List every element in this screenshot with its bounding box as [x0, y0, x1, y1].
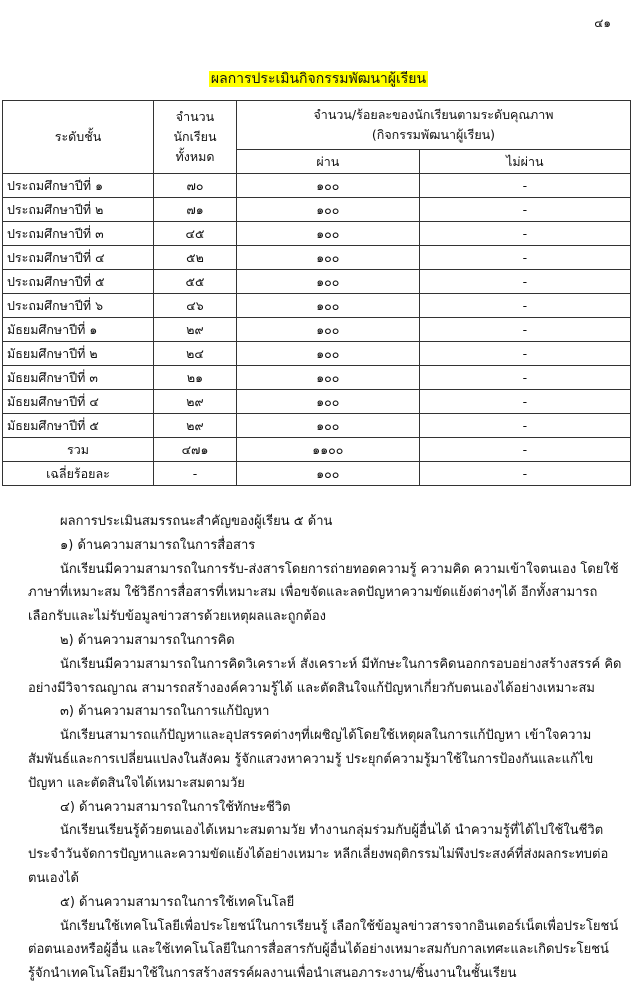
table-row [3, 366, 631, 390]
activity-assessment-table [2, 100, 631, 486]
table-title [0, 68, 637, 90]
total-cell: ๕๒ [154, 246, 237, 270]
table-row [3, 270, 631, 294]
table-row [3, 198, 631, 222]
level-cell: ประถมศึกษาปีที่ ๒ [3, 198, 154, 222]
total-cell: ๔๖ [154, 294, 237, 318]
table-row [3, 342, 631, 366]
table-row [3, 294, 631, 318]
fail-cell: - [419, 366, 630, 390]
table-title-text: ผลการประเมินกิจกรรมพัฒนาผู้เรียน [210, 71, 427, 87]
header-total-line-2: นักเรียน [173, 129, 217, 144]
competency-section [28, 510, 624, 986]
total-cell: ๔๕ [154, 222, 237, 246]
level-cell: ประถมศึกษาปีที่ ๔ [3, 246, 154, 270]
fail-cell: - [419, 318, 630, 342]
competency-title: ๒) ด้านความสามารถในการคิด [60, 632, 235, 648]
table-row [3, 390, 631, 414]
pass-cell: ๑๐๐ [237, 174, 420, 198]
competency-heading: ผลการประเมินสมรรถนะสำคัญของผู้เรียน ๕ ด้าน [60, 514, 333, 529]
level-cell: ประถมศึกษาปีที่ ๓ [3, 222, 154, 246]
pass-cell: ๑๐๐ [237, 198, 420, 222]
competency-paragraph: นักเรียนสามารถแก้ปัญหาและอุปสรรคต่างๆที่เผชิญได้โดยใช้เหตุผลในการแก้ปัญหา เข้าใจความสัมพันธ์และการเปลี่ยนแปลงในสังคม รู้จักแสวงหาความรู้ ประยุกต์ความรู้มาใช้ในการป้องกันและแก้ไขปัญหา และตัดสินใจได้เหมาะสมตามวัย [28, 728, 594, 791]
competency-paragraph: นักเรียนเรียนรู้ด้วยตนเองได้เหมาะสมตามวัย ทำงานกลุ่มร่วมกับผู้อื่นได้ นำความรู้ที่ได้ไปใช้ในชีวิตประจำวันจัดการปัญหาและความขัดแย้งได้อย่างเหมาะ หลีกเลี่ยงพฤติกรรมไม่พึงประสงค์ที่ส่งผลกระทบต่อตนเองได้ [28, 823, 609, 886]
header-group-line-1: จำนวน/ร้อยละของนักเรียนตามระดับคุณภาพ [313, 107, 554, 122]
competency-paragraph: นักเรียนมีความสามารถในการคิดวิเคราะห์ สังเคราะห์ มีทักษะในการคิดนอกกรอบอย่างสร้างสรรค์ คิดอย่างมีวิจารณญาณ สามารถสร้างองค์ความรู้ได้ และตัดสินใจแก้ปัญหาเกี่ยวกับตนเองได้อย่างเหมาะสม [28, 656, 622, 696]
level-cell: มัธยมศึกษาปีที่ ๑ [3, 318, 154, 342]
table-row [3, 438, 631, 462]
total-cell: ๕๕ [154, 270, 237, 294]
table-body [3, 174, 631, 486]
header-quality-group [237, 101, 631, 150]
pass-cell: ๑๑๐๐ [237, 438, 420, 462]
total-cell: ๗๑ [154, 198, 237, 222]
header-fail: ไม่ผ่าน [419, 150, 630, 174]
total-cell: - [154, 462, 237, 486]
fail-cell: - [419, 294, 630, 318]
header-group-line-2: (กิจกรรมพัฒนาผู้เรียน) [371, 127, 496, 142]
fail-cell: - [419, 222, 630, 246]
table-row [3, 174, 631, 198]
pass-cell: ๑๐๐ [237, 246, 420, 270]
table-row [3, 246, 631, 270]
fail-cell: - [419, 198, 630, 222]
fail-cell: - [419, 414, 630, 438]
total-cell: ๒๙ [154, 390, 237, 414]
level-cell: มัธยมศึกษาปีที่ ๕ [3, 414, 154, 438]
competency-title: ๑) ด้านความสามารถในการสื่อสาร [60, 537, 256, 553]
pass-cell: ๑๐๐ [237, 342, 420, 366]
level-cell: ประถมศึกษาปีที่ ๖ [3, 294, 154, 318]
table-row [3, 318, 631, 342]
pass-cell: ๑๐๐ [237, 414, 420, 438]
competency-title: ๔) ด้านความสามารถในการใช้ทักษะชีวิต [60, 799, 291, 815]
pass-cell: ๑๐๐ [237, 270, 420, 294]
fail-cell: - [419, 342, 630, 366]
competency-title: ๓) ด้านความสามารถในการแก้ปัญหา [60, 704, 270, 720]
level-cell: มัธยมศึกษาปีที่ ๒ [3, 342, 154, 366]
level-cell: มัธยมศึกษาปีที่ ๓ [3, 366, 154, 390]
table-row [3, 222, 631, 246]
level-cell: ประถมศึกษาปีที่ ๕ [3, 270, 154, 294]
table-row [3, 462, 631, 486]
fail-cell: - [419, 390, 630, 414]
total-cell: ๒๔ [154, 342, 237, 366]
fail-cell: - [419, 462, 630, 486]
pass-cell: ๑๐๐ [237, 390, 420, 414]
competency-paragraph: นักเรียนมีความสามารถในการรับ-ส่งสารโดยการถ่ายทอดความรู้ ความคิด ความเข้าใจตนเอง โดยใช้ภาษาที่เหมาะสม ใช้วิธีการสื่อสารที่เหมาะสม เพื่อขจัดและลดปัญหาความขัดแย้งต่างๆได้ อีกทั้งสามารถเลือกรับและไม่รับข้อมูลข่าวสารด้วยเหตุผลและถูกต้อง [28, 561, 619, 625]
pass-cell: ๑๐๐ [237, 318, 420, 342]
pass-cell: ๑๐๐ [237, 462, 420, 486]
competency-list [28, 534, 624, 986]
header-total-students [154, 101, 237, 174]
header-total-line-1: จำนวน [175, 109, 215, 124]
total-cell: ๒๙ [154, 318, 237, 342]
total-cell: ๒๙ [154, 414, 237, 438]
fail-cell: - [419, 174, 630, 198]
header-pass: ผ่าน [237, 150, 420, 174]
header-level: ระดับชั้น [3, 101, 154, 174]
level-cell: เฉลี่ยร้อยละ [3, 462, 154, 486]
level-cell: ประถมศึกษาปีที่ ๑ [3, 174, 154, 198]
total-cell: ๗๐ [154, 174, 237, 198]
total-cell: ๒๑ [154, 366, 237, 390]
competency-paragraph: นักเรียนใช้เทคโนโลยีเพื่อประโยชน์ในการเรียนรู้ เลือกใช้ข้อมูลข่าวสารจากอินเตอร์เน็ตเพื่อประโยชน์ต่อตนเองหรือผู้อื่น และใช้เทคโนโลยีในการสื่อสารกับผู้อื่นได้อย่างเหมาะสมกับกาลเทศะและเกิดประโยชน์ รู้จักนำเทคโนโลยีมาใช้ในการสร้างสรรค์ผลงานเพื่อนำเสนอภาระงาน/ชิ้นงานในชั้นเรียน [28, 918, 619, 982]
fail-cell: - [419, 438, 630, 462]
header-total-line-3: ทั้งหมด [175, 149, 215, 164]
fail-cell: - [419, 270, 630, 294]
pass-cell: ๑๐๐ [237, 366, 420, 390]
level-cell: มัธยมศึกษาปีที่ ๔ [3, 390, 154, 414]
pass-cell: ๑๐๐ [237, 222, 420, 246]
table-row [3, 414, 631, 438]
total-cell: ๔๗๑ [154, 438, 237, 462]
pass-cell: ๑๐๐ [237, 294, 420, 318]
fail-cell: - [419, 246, 630, 270]
competency-title: ๕) ด้านความสามารถในการใช้เทคโนโลยี [60, 894, 295, 910]
level-cell: รวม [3, 438, 154, 462]
page-number: ๔๑ [594, 16, 611, 30]
